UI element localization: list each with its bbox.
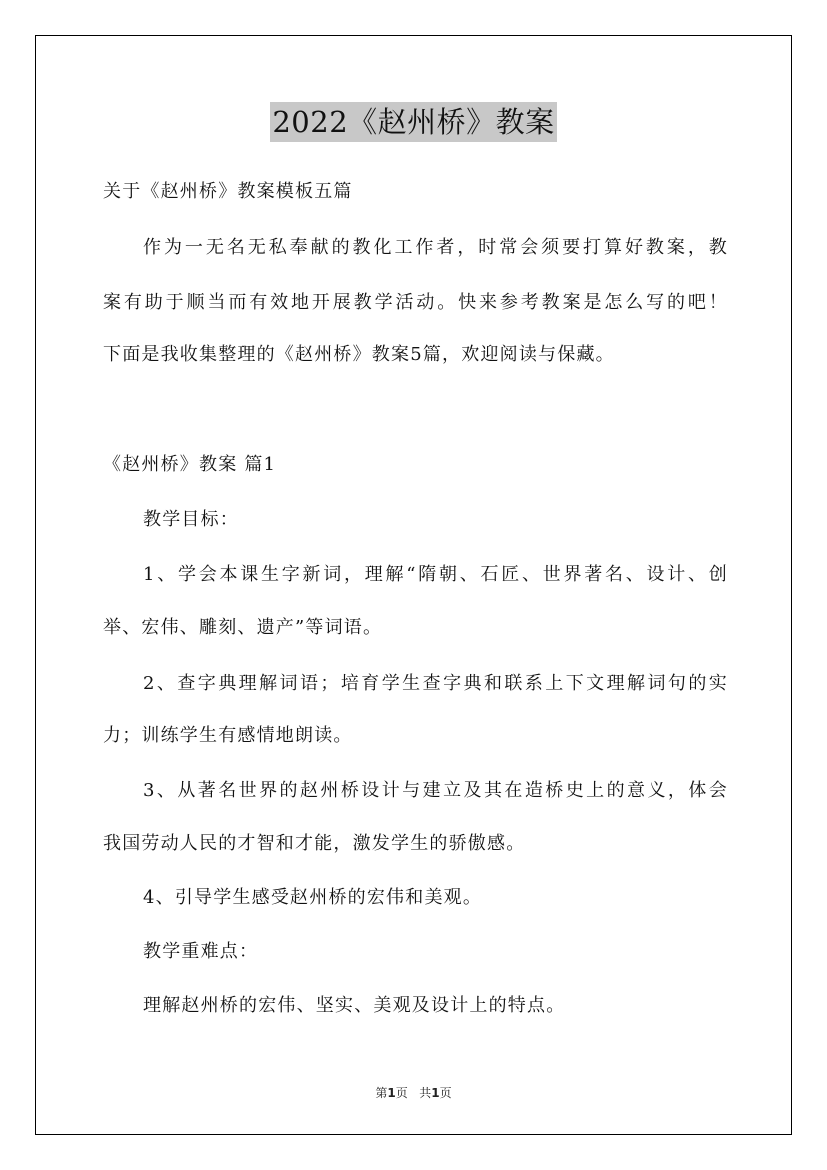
goals-heading: 教学目标： — [143, 509, 239, 530]
goal-line-6: 我国劳动人民的才智和才能，激发学生的骄傲感。 — [103, 833, 526, 854]
footer-page-number: 1 — [387, 1086, 396, 1100]
section-heading: 《赵州桥》教案 篇1 — [103, 454, 277, 475]
goal-line-4: 力；训练学生有感情地朗读。 — [103, 725, 353, 746]
intro-line-2: 案有助于顺当而有效地开展教学活动。快来参考教案是怎么写的吧！ — [103, 292, 728, 313]
footer-page-prefix: 第 — [375, 1086, 388, 1100]
intro-line-1: 作为一无名无私奉献的教化工作者，时常会须要打算好教案，教 — [143, 237, 728, 258]
key-points-text: 理解赵州桥的宏伟、坚实、美观及设计上的特点。 — [143, 995, 566, 1016]
footer-total-suffix: 页 — [439, 1086, 452, 1100]
intro-line-3: 下面是我收集整理的《赵州桥》教案5篇，欢迎阅读与保藏。 — [103, 344, 615, 365]
footer-total-number: 1 — [431, 1086, 440, 1100]
document-title: 2022《赵州桥》教案 — [270, 102, 556, 142]
title-container — [0, 102, 827, 142]
document-subtitle: 关于《赵州桥》教案模板五篇 — [103, 181, 353, 202]
goal-line-3: 2、查字典理解词语；培育学生查字典和联系上下文理解词句的实 — [143, 673, 728, 694]
goal-line-5: 3、从著名世界的赵州桥设计与建立及其在造桥史上的意义，体会 — [143, 780, 728, 801]
page-footer — [0, 1085, 827, 1101]
goal-line-2: 举、宏伟、雕刻、遗产”等词语。 — [103, 617, 383, 638]
key-points-heading: 教学重难点： — [143, 941, 259, 962]
footer-total-prefix: 共 — [419, 1086, 432, 1100]
goal-line-1: 1、学会本课生字新词，理解“隋朝、石匠、世界著名、设计、创 — [143, 564, 728, 585]
goal-line-7: 4、引导学生感受赵州桥的宏伟和美观。 — [143, 887, 483, 908]
footer-page-suffix: 页 — [395, 1086, 408, 1100]
